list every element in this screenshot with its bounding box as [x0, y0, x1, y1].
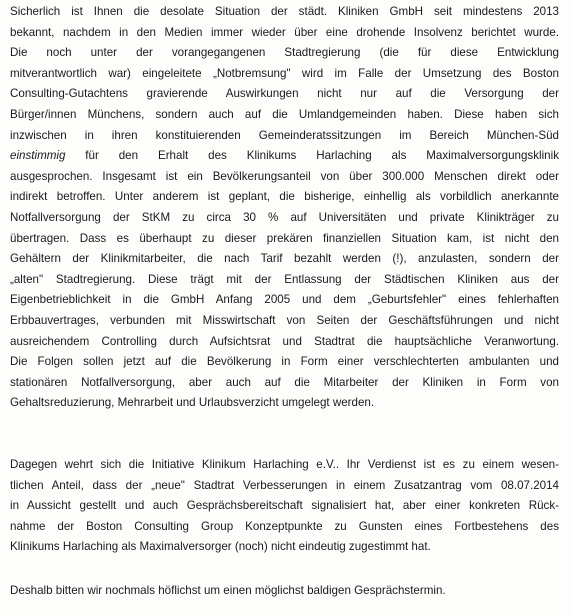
- text-line: indirekt betroffen. Unter anderem ist geplant, die bisherige, einhellig als vorbildlich anerkannte: [10, 190, 559, 204]
- text-line: Die Folgen sollen jetzt auf die Bevölkerung in Form einer verschlechterten ambulanten und: [10, 355, 559, 369]
- paragraph-request: [10, 581, 559, 602]
- text-line-emphasis: einstimmig für den Erhalt des Klinikums Harlaching als Maximalversorgungsklinik: [10, 149, 559, 163]
- text-line: inzwischen in ihren konstituierenden Gemeinderatssitzungen im Bereich München-Süd: [10, 128, 559, 142]
- text-line: Consulting-Gutachtens gravierende Auswirkungen nicht nur auf die Versorgung der: [10, 87, 559, 101]
- text-line: Dagegen wehrt sich die Initiative Klinikum Harlaching e.V.. Ihr Verdienst ist es zu einem wesen-: [10, 458, 559, 471]
- text-line: übertragen. Dass es überhaupt zu dieser prekären finanziellen Situation kam, ist nicht den: [10, 231, 559, 245]
- text-line: Gehältern der Klinikmitarbeiter, die nach Tarif bezahlt werden (!), anzulasten, sondern der: [10, 252, 559, 266]
- text-line: „alten" Stadtregierung. Diese trägt mit der Entlassung der Städtischen Kliniken aus der: [10, 272, 559, 286]
- text-line: ausgesprochen. Insgesamt ist ein Bevölkerungsanteil von über 300.000 Menschen direkt oder: [10, 169, 559, 183]
- text-line: mitverantwortlich war) eingeleitete „Notbremsung" wird im Falle der Umsetzung des Boston: [10, 66, 559, 80]
- text-line: Gehaltsreduzierung, Mehrarbeit und Urlaubsverzicht umgelegt werden.: [10, 396, 375, 410]
- text-line: Bürger/innen Münchens, sondern auch auf die Umlandgemeinden haben. Diese haben sich: [10, 107, 559, 121]
- emphasized-word: einstimmig: [10, 149, 66, 163]
- text-line: Sicherlich ist Ihnen die desolate Situation der städt. Kliniken GmbH seit mindestens 2013: [10, 5, 559, 18]
- paragraph-initiative: [10, 455, 559, 558]
- text-line: in Aussicht gestellt und auch Gesprächsbereitschaft signalisiert hat, aber einer konkreten Rück-: [10, 499, 559, 513]
- text-line: Erbbauvertrages, verbunden mit Misswirtschaft von Seiten der Geschäftsführungen und nicht: [10, 313, 559, 327]
- text-line: Notfallversorgung der StKM zu circa 30 % auf Universitäten und private Klinikträger zu: [10, 210, 559, 224]
- text-line: ausreichendem Controlling durch Aufsichtsrat und Stadtrat die hauptsächliche Veranwortung.: [10, 334, 559, 348]
- text-line: tlichen Anteil, dass der „neue" Stadtrat Verbesserungen in einem Zusatzantrag vom 08.07.2014: [10, 478, 559, 492]
- text-line: nahme der Boston Consulting Group Konzeptpunkte zu Gunsten eines Fortbestehens des: [10, 519, 559, 533]
- paragraph-situation: [10, 2, 559, 414]
- text-line: Die noch unter der vorangegangenen Stadtregierung (die für diese Entwicklung: [10, 46, 559, 60]
- text-line: Eigenbetrieblichkeit in die GmbH Anfang 2005 und dem „Geburtsfehler" eines fehlerhaften: [10, 293, 559, 307]
- text-line: stationären Notfallversorgung, aber auch auf die Mitarbeiter der Kliniken in Form von: [10, 375, 559, 389]
- text-line: Klinikums Harlaching als Maximalversorger (noch) nicht eindeutig zugestimmt hat.: [10, 540, 431, 554]
- text-line: bekannt, nachdem in den Medien immer wieder über eine drohende Insolvenz berichtet wurde.: [10, 25, 559, 39]
- text-line: Deshalb bitten wir nochmals höflichst um einen möglichst baldigen Gesprächstermin.: [10, 584, 446, 597]
